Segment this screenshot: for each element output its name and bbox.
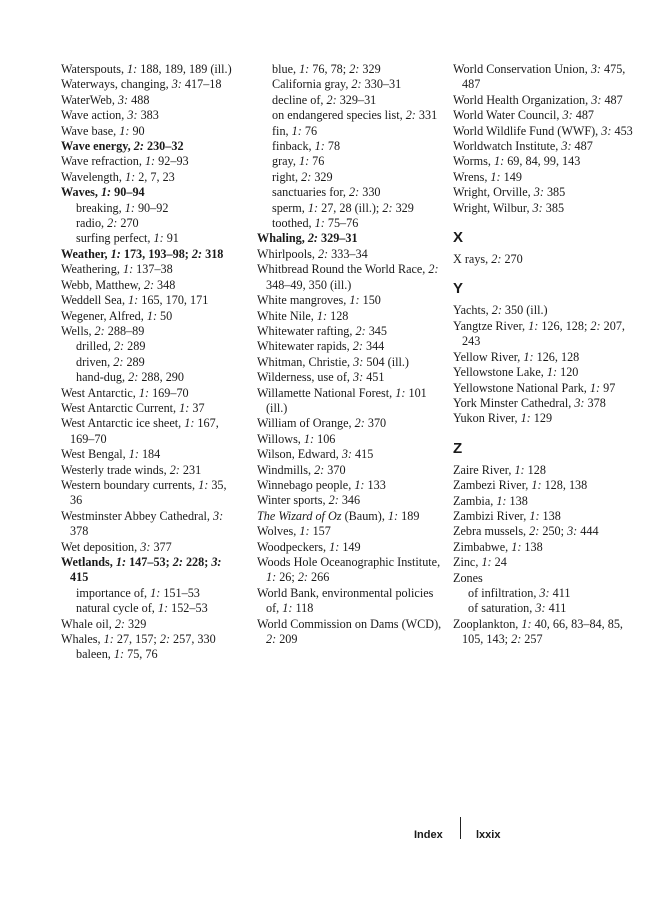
index-subentry: blue, 1: 76, 78; 2: 329 bbox=[272, 62, 381, 76]
index-column-3 bbox=[453, 62, 633, 648]
index-entry: Windmills, 2: 370 bbox=[257, 462, 346, 477]
index-subentry: importance of, 1: 151–53 bbox=[76, 585, 200, 600]
index-entry: Wells, 2: 288–89 bbox=[61, 323, 145, 338]
index-subentry: driven, 2: 289 bbox=[76, 354, 145, 369]
footer-page-number: lxxix bbox=[476, 829, 501, 841]
index-entry: Zambezi River, 1: 128, 138 bbox=[453, 478, 588, 493]
index-entry: Zimbabwe, 1: 138 bbox=[453, 539, 543, 554]
index-entry: Wegener, Alfred, 1: 50 bbox=[61, 308, 173, 323]
index-entry: Zinc, 1: 24 bbox=[453, 555, 507, 570]
section-letter: Y bbox=[453, 280, 464, 298]
index-entry: Wrens, 1: 149 bbox=[453, 169, 522, 184]
index-entry: World Wildlife Fund (WWF), 3: 453 bbox=[453, 123, 633, 138]
index-subentry: sanctuaries for, 2: 330 bbox=[272, 185, 381, 200]
index-entry: Western boundary currents, 1: 35, 36 bbox=[61, 477, 227, 508]
index-entry: Winnebago people, 1: 133 bbox=[257, 477, 386, 492]
index-subentry: California gray, 2: 330–31 bbox=[272, 77, 402, 92]
index-subentry: decline of, 2: 329–31 bbox=[272, 92, 377, 107]
index-subentry: breaking, 1: 90–92 bbox=[76, 200, 169, 215]
index-entry: Whirlpools, 2: 333–34 bbox=[257, 246, 368, 261]
index-entry: Yangtze River, 1: 126, 128; 2: 207, 243 bbox=[453, 318, 625, 349]
index-subentry: fin, 1: 76 bbox=[272, 123, 318, 138]
index-entry: Yachts, 2: 350 (ill.) bbox=[453, 303, 548, 318]
index-entry: Willamette National Forest, 1: 101 (ill.) bbox=[257, 385, 427, 415]
index-entry: Wolves, 1: 157 bbox=[257, 524, 331, 539]
index-entry: Winter sports, 2: 346 bbox=[257, 493, 361, 508]
index-entry: Weddell Sea, 1: 165, 170, 171 bbox=[61, 293, 209, 308]
section-letter: Z bbox=[453, 439, 463, 457]
footer-section-label: Index bbox=[414, 829, 443, 841]
index-entry: Zones bbox=[453, 570, 483, 585]
index-entry: Zaire River, 1: 128 bbox=[453, 462, 546, 477]
footer-divider bbox=[460, 817, 461, 839]
index-entry: Wright, Wilbur, 3: 385 bbox=[453, 200, 565, 215]
index-entry: Wetlands, 1: 147–53; 2: 228; 3: 415 bbox=[61, 555, 222, 585]
index-entry: West Bengal, 1: 184 bbox=[61, 447, 161, 462]
index-entry: West Antarctic Current, 1: 37 bbox=[61, 400, 205, 415]
index-entry: Zooplankton, 1: 40, 66, 83–84, 85, 105, 143; 2: 257 bbox=[453, 616, 623, 647]
index-subentry: radio, 2: 270 bbox=[76, 216, 139, 231]
index-entry: Wave energy, 2: 230–32 bbox=[61, 139, 184, 154]
index-subentry: surfing perfect, 1: 91 bbox=[76, 231, 179, 246]
index-entry: Zambia, 1: 138 bbox=[453, 493, 528, 508]
index-entry: The Wizard of Oz (Baum), 1: 189 bbox=[257, 508, 420, 523]
index-entry: Westerly trade winds, 2: 231 bbox=[61, 462, 202, 477]
index-entry: White Nile, 1: 128 bbox=[257, 308, 349, 323]
index-entry: Zebra mussels, 2: 250; 3: 444 bbox=[453, 524, 599, 539]
index-entry: Wavelength, 1: 2, 7, 23 bbox=[61, 169, 175, 184]
index-entry: Wave action, 3: 383 bbox=[61, 108, 159, 123]
index-subentry: toothed, 1: 75–76 bbox=[272, 216, 359, 231]
index-subentry: of infiltration, 3: 411 bbox=[468, 585, 571, 600]
index-entry: York Minster Cathedral, 3: 378 bbox=[453, 395, 606, 410]
index-entry: Webb, Matthew, 2: 348 bbox=[61, 277, 176, 292]
index-entry: Waterspouts, 1: 188, 189, 189 (ill.) bbox=[61, 62, 232, 76]
index-subentry: hand-dug, 2: 288, 290 bbox=[76, 370, 184, 385]
index-column-1 bbox=[61, 62, 241, 663]
index-entry: World Water Council, 3: 487 bbox=[453, 108, 594, 123]
index-entry: Yellow River, 1: 126, 128 bbox=[453, 349, 580, 364]
index-entry: Wilson, Edward, 3: 415 bbox=[257, 447, 374, 462]
index-entry: Worms, 1: 69, 84, 99, 143 bbox=[453, 154, 581, 169]
index-entry: William of Orange, 2: 370 bbox=[257, 416, 387, 431]
index-subentry: on endangered species list, 2: 331 bbox=[272, 108, 438, 123]
index-entry: Wet deposition, 3: 377 bbox=[61, 539, 172, 554]
index-subentry: finback, 1: 78 bbox=[272, 139, 341, 154]
index-entry: Whitewater rafting, 2: 345 bbox=[257, 323, 387, 338]
index-entry: World Conservation Union, 3: 475, 487 bbox=[453, 62, 626, 92]
index-entry: Whales, 1: 27, 157; 2: 257, 330 bbox=[61, 632, 216, 647]
index-entry: Yukon River, 1: 129 bbox=[453, 411, 553, 426]
index-entry: WaterWeb, 3: 488 bbox=[61, 92, 150, 107]
index-entry: X rays, 2: 270 bbox=[453, 252, 523, 267]
index-entry: West Antarctic, 1: 169–70 bbox=[61, 385, 189, 400]
index-entry: Woods Hole Oceanographic Institute, 1: 26; 2: 266 bbox=[257, 555, 441, 585]
index-subentry: sperm, 1: 27, 28 (ill.); 2: 329 bbox=[272, 200, 414, 215]
index-entry: Wave base, 1: 90 bbox=[61, 123, 145, 138]
index-entry: Westminster Abbey Cathedral, 3: 378 bbox=[61, 508, 224, 539]
index-subentry: natural cycle of, 1: 152–53 bbox=[76, 601, 208, 616]
index-subentry: gray, 1: 76 bbox=[272, 154, 325, 169]
index-entry: Whale oil, 2: 329 bbox=[61, 616, 147, 631]
index-entry: Weathering, 1: 137–38 bbox=[61, 262, 173, 277]
index-subentry: right, 2: 329 bbox=[272, 169, 333, 184]
index-entry: Waves, 1: 90–94 bbox=[61, 185, 145, 200]
section-letter: X bbox=[453, 229, 464, 247]
index-entry: Waterways, changing, 3: 417–18 bbox=[61, 77, 222, 92]
index-subentry: drilled, 2: 289 bbox=[76, 339, 146, 354]
index-entry: Yellowstone National Park, 1: 97 bbox=[453, 380, 616, 395]
index-entry: World Commission on Dams (WCD), 2: 209 bbox=[257, 616, 442, 647]
index-entry: Woodpeckers, 1: 149 bbox=[257, 539, 361, 554]
index-entry: White mangroves, 1: 150 bbox=[257, 293, 381, 308]
index-column-2 bbox=[257, 62, 447, 647]
index-entry: Whaling, 2: 329–31 bbox=[257, 231, 358, 246]
index-entry: Willows, 1: 106 bbox=[257, 431, 336, 446]
index-subentry: baleen, 1: 75, 76 bbox=[76, 647, 158, 662]
index-entry: West Antarctic ice sheet, 1: 167, 169–70 bbox=[61, 416, 219, 446]
index-entry: Weather, 1: 173, 193–98; 2: 318 bbox=[61, 246, 224, 261]
index-entry: Whitbread Round the World Race, 2: 348–49, 350 (ill.) bbox=[257, 262, 439, 292]
index-entry: Whitewater rapids, 2: 344 bbox=[257, 339, 385, 354]
index-entry: Yellowstone Lake, 1: 120 bbox=[453, 365, 579, 380]
index-subentry: of saturation, 3: 411 bbox=[468, 601, 567, 616]
index-entry: World Health Organization, 3: 487 bbox=[453, 92, 623, 107]
index-entry: Worldwatch Institute, 3: 487 bbox=[453, 139, 593, 154]
index-entry: Wright, Orville, 3: 385 bbox=[453, 185, 566, 200]
index-entry: Wilderness, use of, 3: 451 bbox=[257, 370, 385, 385]
index-entry: Whitman, Christie, 3: 504 (ill.) bbox=[257, 354, 409, 369]
index-entry: Wave refraction, 1: 92–93 bbox=[61, 154, 189, 169]
index-entry: Zambizi River, 1: 138 bbox=[453, 508, 561, 523]
index-entry: World Bank, environmental policies of, 1: 118 bbox=[257, 585, 434, 616]
